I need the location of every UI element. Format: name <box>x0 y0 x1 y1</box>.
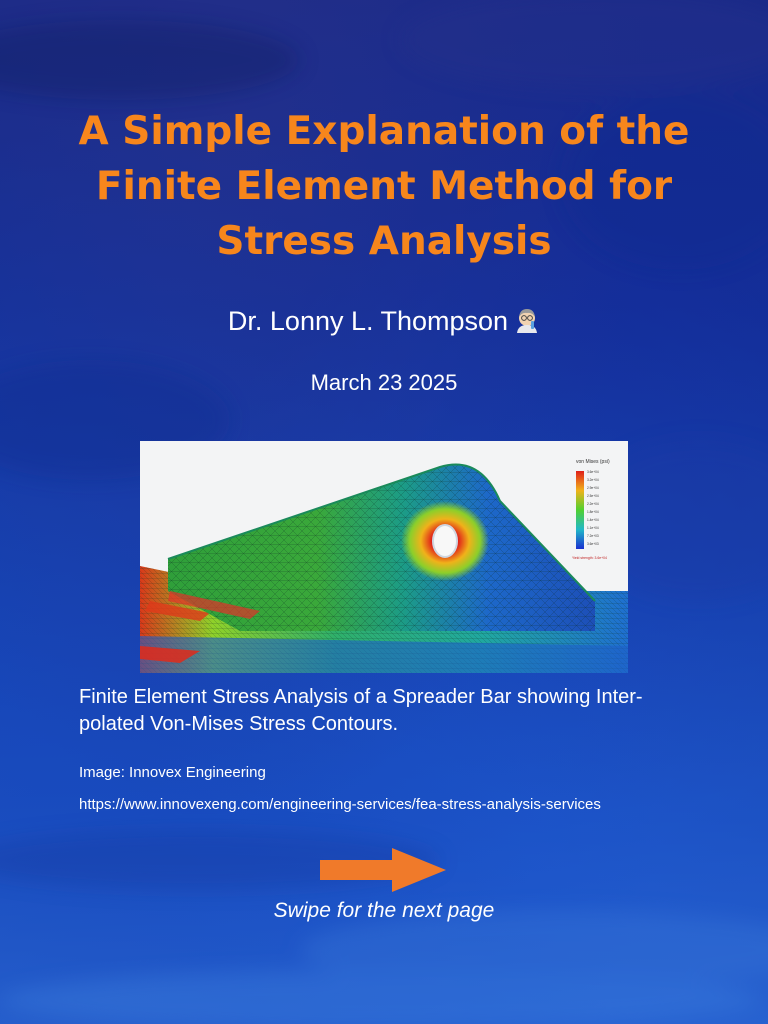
page-title: A Simple Explanation of the Finite Element Method for Stress Analysis <box>78 109 690 264</box>
figure-caption: Finite Element Stress Analysis of a Spreader Bar showing Inter-polated Von-Mises Stress Contours. <box>79 686 643 735</box>
source-link[interactable]: https://www.innovexeng.com/engineering-services/fea-stress-analysis-services <box>79 796 601 813</box>
author-name: Dr. Lonny L. Thompson <box>227 306 509 336</box>
image-credit: Image: Innovex Engineering <box>79 764 266 781</box>
svg-text:1.8e+04: 1.8e+04 <box>587 510 599 514</box>
swipe-hint: Swipe for the next page <box>273 899 495 922</box>
svg-text:3.6e+03: 3.6e+03 <box>587 542 599 546</box>
svg-text:2.5e+04: 2.5e+04 <box>587 494 599 498</box>
svg-text:2.2e+04: 2.2e+04 <box>587 502 599 506</box>
fea-model-illustration <box>140 441 628 673</box>
fea-stress-contour-image <box>140 441 628 673</box>
legend-title: von Mises (psi) <box>576 459 610 465</box>
yield-strength-label: Yield strength: 3.6e+04 <box>572 556 607 560</box>
svg-text:3.2e+04: 3.2e+04 <box>587 478 599 482</box>
svg-text:1.4e+04: 1.4e+04 <box>587 518 599 522</box>
svg-text:1.1e+04: 1.1e+04 <box>587 526 599 530</box>
svg-text:2.9e+04: 2.9e+04 <box>587 486 599 490</box>
color-legend-bar <box>576 471 584 549</box>
scientist-emoji-icon <box>514 307 540 333</box>
svg-text:7.2e+03: 7.2e+03 <box>587 534 599 538</box>
right-arrow-icon[interactable] <box>320 848 448 892</box>
publish-date: March 23 2025 <box>310 370 458 395</box>
svg-text:3.6e+04: 3.6e+04 <box>587 470 599 474</box>
author-line <box>0 306 768 337</box>
